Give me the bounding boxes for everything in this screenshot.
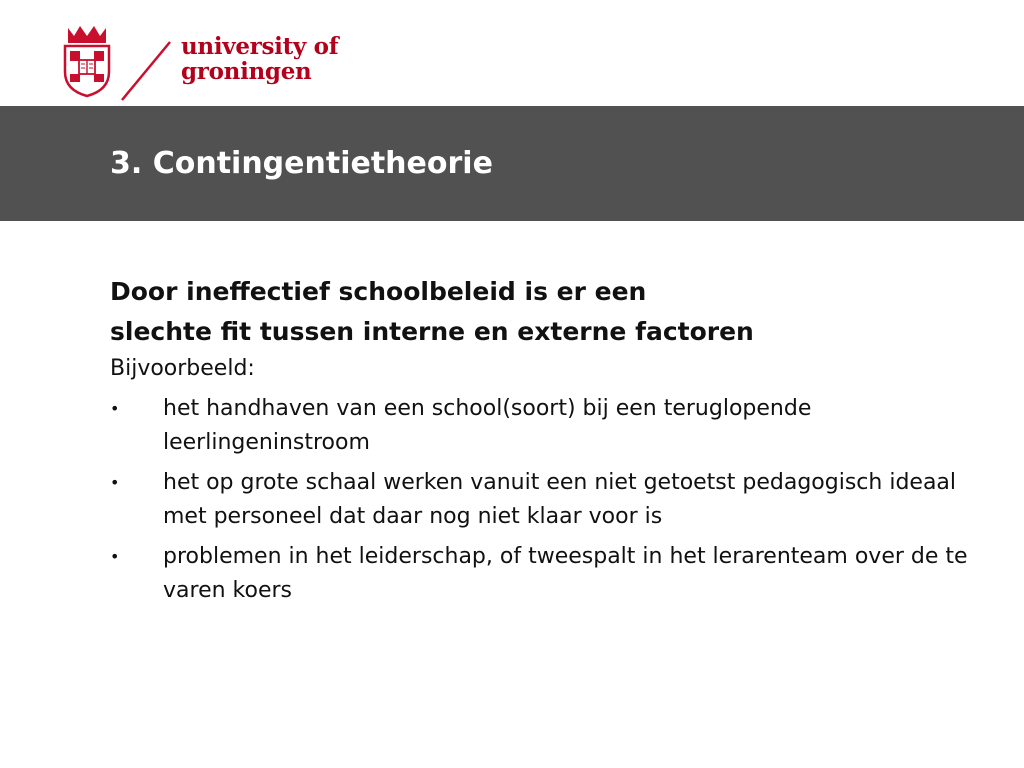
bullet-text: problemen in het leiderschap, of tweespalt in het lerarenteam over de te varen koers <box>163 544 968 603</box>
example-label: Bijvoorbeeld: <box>110 356 255 381</box>
logo-divider-slash <box>118 40 174 102</box>
slide-header <box>0 0 1024 106</box>
university-crest-icon <box>62 24 112 98</box>
bullet-dot-icon: • <box>110 473 120 492</box>
slide-title: 3. Contingentietheorie <box>110 146 493 181</box>
bullet-text: het op grote schaal werken vanuit een niet getoetst pedagogisch ideaal met personeel dat daar nog niet klaar voor is <box>163 470 957 529</box>
list-item <box>110 540 1000 608</box>
bullet-text: het handhaven van een school(soort) bij een teruglopende leerlingeninstroom <box>163 396 812 455</box>
bullet-dot-icon: • <box>110 547 120 566</box>
list-item <box>110 466 1000 534</box>
wordmark-line-1: university of <box>181 33 339 60</box>
slide-content <box>110 272 1000 614</box>
lead-line-2: slechte fit tussen interne en externe factoren <box>110 317 754 346</box>
title-bar <box>0 106 1024 221</box>
bullet-list <box>110 392 1000 608</box>
bullet-dot-icon: • <box>110 399 120 418</box>
list-item <box>110 392 1000 460</box>
lead-line-1: Door ineffectief schoolbeleid is er een <box>110 277 647 306</box>
wordmark-line-2: groningen <box>181 58 312 85</box>
university-wordmark <box>181 34 338 84</box>
